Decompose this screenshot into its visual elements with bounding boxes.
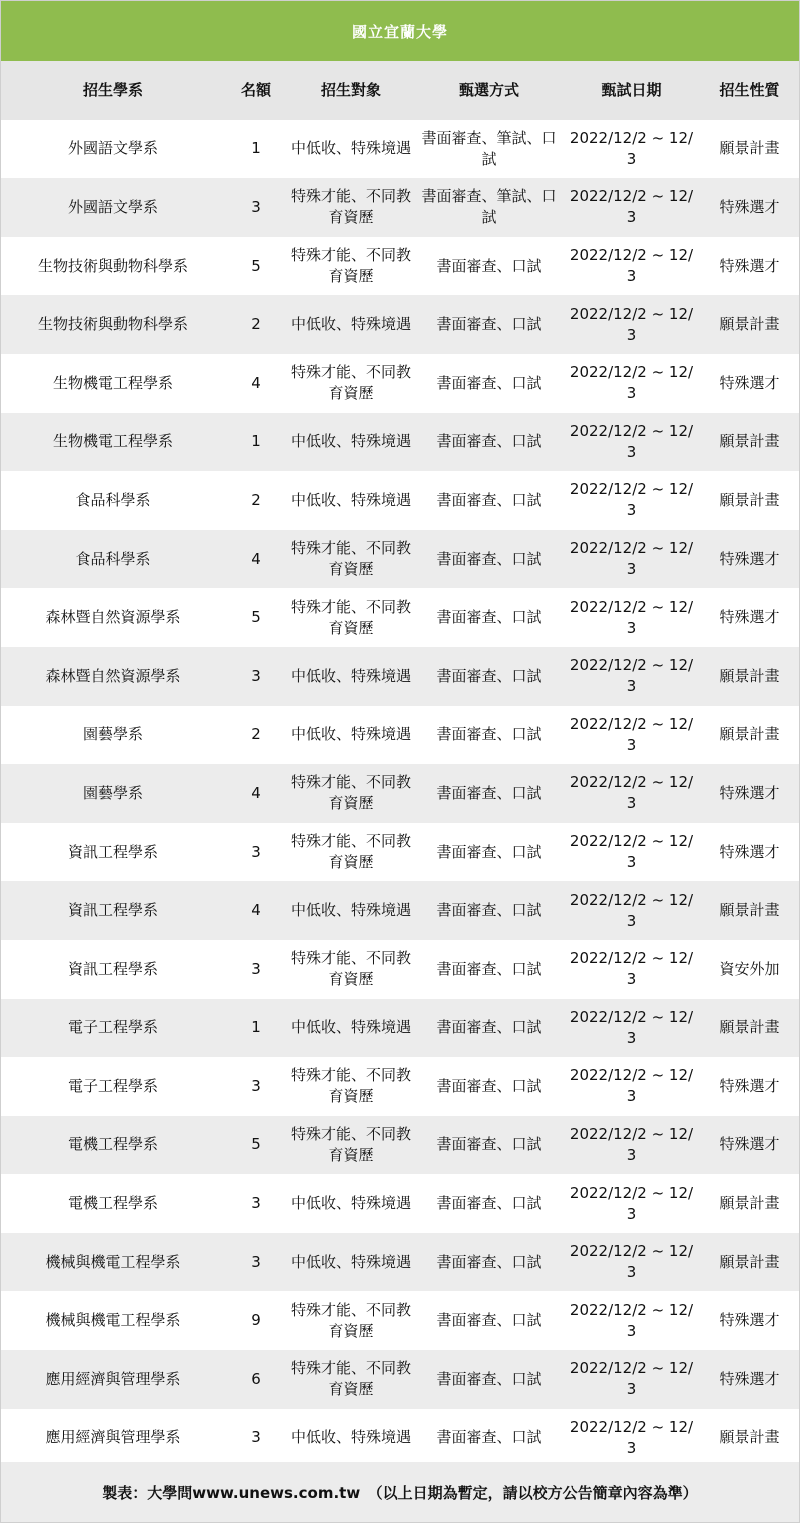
table-row (1, 999, 799, 1058)
cell-target: 特殊才能、不同教育資歷 (291, 1066, 412, 1106)
table-row (1, 413, 799, 472)
cell-quota: 3 (251, 666, 261, 685)
cell-target: 特殊才能、不同教育資歷 (291, 773, 412, 813)
table-row (1, 588, 799, 647)
cell-date: 2022/12/2 ~ 12/3 (569, 832, 694, 872)
table-row (1, 706, 799, 765)
cell-target: 特殊才能、不同教育資歷 (291, 363, 412, 403)
cell-target: 特殊才能、不同教育資歷 (291, 1124, 412, 1164)
cell-type: 特殊選才 (719, 256, 780, 275)
table-body (1, 120, 799, 1468)
table-row (1, 1233, 799, 1292)
cell-type: 特殊選才 (719, 608, 780, 627)
table-row (1, 1057, 799, 1116)
cell-date: 2022/12/2 ~ 12/3 (569, 1300, 694, 1340)
cell-department: 外國語文學系 (67, 139, 158, 158)
cell-target: 特殊才能、不同教育資歷 (291, 246, 412, 286)
cell-date: 2022/12/2 ~ 12/3 (569, 187, 694, 227)
cell-method: 書面審查、筆試、口試 (421, 187, 557, 227)
cell-target: 特殊才能、不同教育資歷 (291, 1300, 412, 1340)
cell-method: 書面審查、口試 (436, 1194, 542, 1213)
cell-type: 特殊選才 (719, 842, 780, 861)
cell-quota: 3 (251, 1076, 261, 1095)
cell-type: 特殊選才 (719, 1076, 780, 1095)
footer-note: 製表：大學問www.unews.com.tw （以上日期為暫定，請以校方公告簡章內容為準） (1, 1462, 799, 1522)
cell-department: 資訊工程學系 (67, 959, 158, 978)
cell-department: 應用經濟與管理學系 (45, 1369, 181, 1388)
cell-target: 中低收、特殊境遇 (291, 725, 412, 744)
cell-date: 2022/12/2 ~ 12/3 (569, 1007, 694, 1047)
cell-department: 電子工程學系 (67, 1018, 158, 1037)
table-row (1, 764, 799, 823)
cell-department: 外國語文學系 (67, 197, 158, 216)
cell-type: 特殊選才 (719, 1135, 780, 1154)
cell-target: 中低收、特殊境遇 (291, 139, 412, 158)
cell-type: 願景計畫 (719, 1252, 780, 1271)
cell-target: 特殊才能、不同教育資歷 (291, 597, 412, 637)
cell-method: 書面審查、口試 (436, 373, 542, 392)
cell-type: 願景計畫 (719, 1428, 780, 1447)
cell-method: 書面審查、口試 (436, 842, 542, 861)
table-row (1, 237, 799, 296)
cell-department: 食品科學系 (75, 549, 151, 568)
cell-date: 2022/12/2 ~ 12/3 (569, 773, 694, 813)
cell-quota: 1 (251, 139, 261, 158)
cell-method: 書面審查、口試 (436, 1428, 542, 1447)
cell-type: 願景計畫 (719, 490, 780, 509)
cell-target: 中低收、特殊境遇 (291, 1252, 412, 1271)
cell-date: 2022/12/2 ~ 12/3 (569, 363, 694, 403)
cell-date: 2022/12/2 ~ 12/3 (569, 1242, 694, 1282)
cell-method: 書面審查、口試 (436, 1018, 542, 1037)
cell-department: 機械與機電工程學系 (45, 1252, 181, 1271)
cell-department: 生物技術與動物科學系 (37, 256, 188, 275)
cell-target: 特殊才能、不同教育資歷 (291, 187, 412, 227)
cell-type: 願景計畫 (719, 666, 780, 685)
cell-date: 2022/12/2 ~ 12/3 (569, 1359, 694, 1399)
cell-date: 2022/12/2 ~ 12/3 (569, 890, 694, 930)
cell-target: 中低收、特殊境遇 (291, 666, 412, 685)
table-header-row (1, 61, 799, 120)
cell-date: 2022/12/2 ~ 12/3 (569, 1417, 694, 1457)
cell-target: 特殊才能、不同教育資歷 (291, 832, 412, 872)
header-target: 招生對象 (320, 80, 381, 99)
table-row (1, 1291, 799, 1350)
cell-quota: 2 (251, 490, 261, 509)
cell-target: 中低收、特殊境遇 (291, 901, 412, 920)
table-row (1, 1174, 799, 1233)
cell-department: 資訊工程學系 (67, 842, 158, 861)
cell-target: 中低收、特殊境遇 (291, 315, 412, 334)
cell-quota: 5 (251, 1135, 261, 1154)
cell-type: 願景計畫 (719, 139, 780, 158)
cell-date: 2022/12/2 ~ 12/3 (569, 539, 694, 579)
cell-method: 書面審查、口試 (436, 725, 542, 744)
cell-type: 願景計畫 (719, 1194, 780, 1213)
cell-date: 2022/12/2 ~ 12/3 (569, 714, 694, 754)
cell-date: 2022/12/2 ~ 12/3 (569, 949, 694, 989)
cell-type: 特殊選才 (719, 1311, 780, 1330)
cell-target: 中低收、特殊境遇 (291, 432, 412, 451)
cell-department: 森林暨自然資源學系 (45, 608, 181, 627)
cell-target: 特殊才能、不同教育資歷 (291, 539, 412, 579)
cell-date: 2022/12/2 ~ 12/3 (569, 246, 694, 286)
cell-method: 書面審查、口試 (436, 1076, 542, 1095)
cell-type: 資安外加 (719, 959, 780, 978)
cell-quota: 4 (251, 373, 261, 392)
cell-date: 2022/12/2 ~ 12/3 (569, 1066, 694, 1106)
cell-target: 中低收、特殊境遇 (291, 1428, 412, 1447)
cell-type: 特殊選才 (719, 373, 780, 392)
cell-quota: 6 (251, 1369, 261, 1388)
table-row (1, 530, 799, 589)
header-method: 甄選方式 (458, 80, 519, 99)
cell-department: 園藝學系 (82, 783, 143, 802)
table-row (1, 354, 799, 413)
cell-department: 生物機電工程學系 (52, 432, 173, 451)
table-row (1, 120, 799, 179)
cell-method: 書面審查、筆試、口試 (421, 128, 557, 168)
table-row (1, 1350, 799, 1409)
cell-quota: 4 (251, 901, 261, 920)
cell-quota: 2 (251, 725, 261, 744)
cell-type: 特殊選才 (719, 1369, 780, 1388)
table-row (1, 295, 799, 354)
cell-method: 書面審查、口試 (436, 1369, 542, 1388)
cell-quota: 1 (251, 1018, 261, 1037)
cell-date: 2022/12/2 ~ 12/3 (569, 480, 694, 520)
cell-department: 森林暨自然資源學系 (45, 666, 181, 685)
cell-quota: 5 (251, 608, 261, 627)
page-title: 國立宜蘭大學 (1, 1, 799, 61)
cell-type: 特殊選才 (719, 549, 780, 568)
cell-date: 2022/12/2 ~ 12/3 (569, 304, 694, 344)
table-row (1, 1409, 799, 1468)
header-department: 招生學系 (82, 80, 143, 99)
cell-type: 願景計畫 (719, 1018, 780, 1037)
cell-quota: 3 (251, 197, 261, 216)
cell-method: 書面審查、口試 (436, 666, 542, 685)
table-row (1, 471, 799, 530)
cell-type: 特殊選才 (719, 783, 780, 802)
cell-type: 特殊選才 (719, 197, 780, 216)
admissions-table (1, 61, 799, 1467)
cell-department: 資訊工程學系 (67, 901, 158, 920)
cell-method: 書面審查、口試 (436, 783, 542, 802)
cell-department: 電機工程學系 (67, 1194, 158, 1213)
table-row (1, 1116, 799, 1175)
cell-quota: 9 (251, 1311, 261, 1330)
cell-quota: 4 (251, 549, 261, 568)
cell-target: 特殊才能、不同教育資歷 (291, 1359, 412, 1399)
header-date: 甄試日期 (601, 80, 662, 99)
cell-target: 中低收、特殊境遇 (291, 490, 412, 509)
cell-department: 機械與機電工程學系 (45, 1311, 181, 1330)
table-row (1, 178, 799, 237)
table-row (1, 940, 799, 999)
cell-target: 中低收、特殊境遇 (291, 1194, 412, 1213)
cell-department: 應用經濟與管理學系 (45, 1428, 181, 1447)
table-row (1, 823, 799, 882)
cell-method: 書面審查、口試 (436, 1311, 542, 1330)
cell-date: 2022/12/2 ~ 12/3 (569, 1124, 694, 1164)
cell-department: 生物技術與動物科學系 (37, 315, 188, 334)
cell-method: 書面審查、口試 (436, 608, 542, 627)
cell-method: 書面審查、口試 (436, 901, 542, 920)
cell-type: 願景計畫 (719, 432, 780, 451)
table-row (1, 647, 799, 706)
cell-quota: 3 (251, 959, 261, 978)
cell-department: 電機工程學系 (67, 1135, 158, 1154)
cell-method: 書面審查、口試 (436, 1252, 542, 1271)
cell-quota: 3 (251, 1252, 261, 1271)
cell-department: 電子工程學系 (67, 1076, 158, 1095)
cell-method: 書面審查、口試 (436, 256, 542, 275)
cell-method: 書面審查、口試 (436, 549, 542, 568)
cell-type: 願景計畫 (719, 725, 780, 744)
cell-quota: 3 (251, 1194, 261, 1213)
cell-date: 2022/12/2 ~ 12/3 (569, 421, 694, 461)
cell-date: 2022/12/2 ~ 12/3 (569, 597, 694, 637)
cell-method: 書面審查、口試 (436, 959, 542, 978)
cell-date: 2022/12/2 ~ 12/3 (569, 1183, 694, 1223)
cell-date: 2022/12/2 ~ 12/3 (569, 656, 694, 696)
cell-target: 特殊才能、不同教育資歷 (291, 949, 412, 989)
table-row (1, 881, 799, 940)
cell-date: 2022/12/2 ~ 12/3 (569, 128, 694, 168)
cell-method: 書面審查、口試 (436, 432, 542, 451)
cell-method: 書面審查、口試 (436, 490, 542, 509)
cell-type: 願景計畫 (719, 315, 780, 334)
cell-method: 書面審查、口試 (436, 1135, 542, 1154)
header-quota: 名額 (240, 80, 271, 99)
cell-target: 中低收、特殊境遇 (291, 1018, 412, 1037)
header-type: 招生性質 (719, 80, 780, 99)
cell-type: 願景計畫 (719, 901, 780, 920)
cell-quota: 5 (251, 256, 261, 275)
cell-quota: 3 (251, 1428, 261, 1447)
cell-quota: 3 (251, 842, 261, 861)
cell-quota: 1 (251, 432, 261, 451)
cell-quota: 2 (251, 315, 261, 334)
cell-department: 食品科學系 (75, 490, 151, 509)
cell-method: 書面審查、口試 (436, 315, 542, 334)
cell-department: 園藝學系 (82, 725, 143, 744)
cell-quota: 4 (251, 783, 261, 802)
cell-department: 生物機電工程學系 (52, 373, 173, 392)
